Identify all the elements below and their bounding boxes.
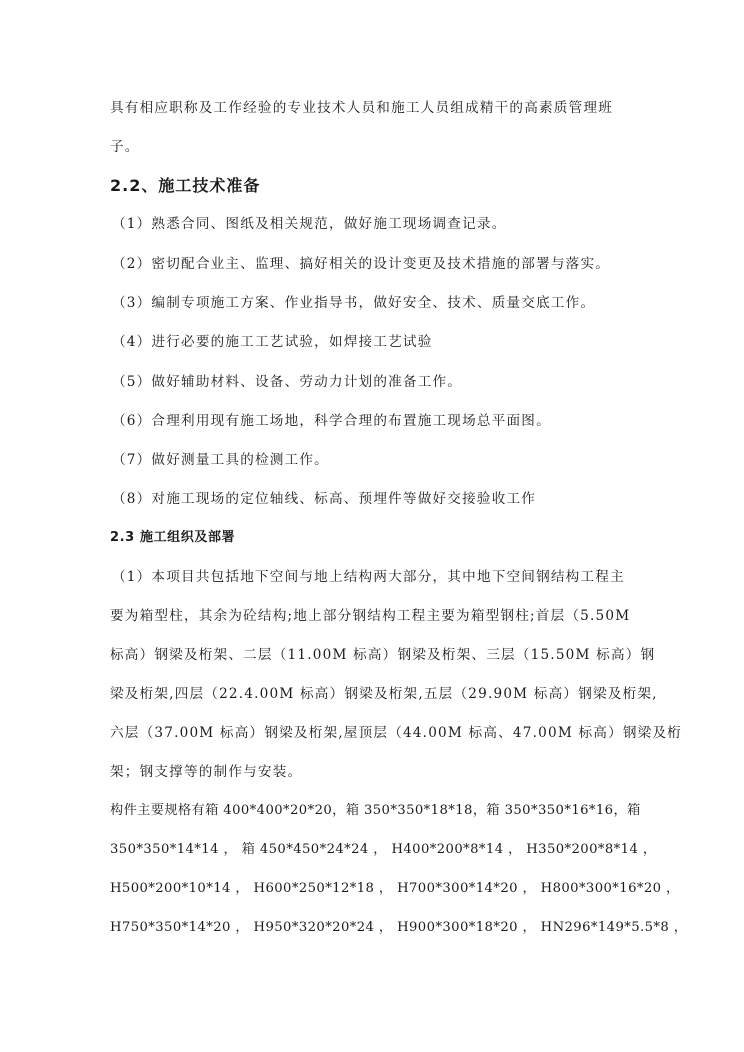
intro-line: 子。 xyxy=(110,139,140,155)
list-item: （6）合理利用现有施工场地，科学合理的布置施工现场总平面图。 xyxy=(112,413,551,429)
intro-line: 具有相应职称及工作经验的专业技术人员和施工人员组成精干的高素质管理班 xyxy=(110,100,613,116)
paragraph-line: 要为箱型柱，其余为砼结构;地上部分钢结构工程主要为箱型钢柱;首层（5.50M xyxy=(110,608,631,624)
paragraph-line: 架；钢支撑等的制作与安装。 xyxy=(110,764,303,780)
spec-line: H750*350*14*20 ， H950*320*20*24 ， H900*300*18*20 ， HN296*149*5.5*8 ， xyxy=(110,920,688,935)
paragraph-line: 梁及桁架,四层（22.4.00M 标高）钢梁及桁架,五层（29.90M 标高）钢梁及桁架, xyxy=(110,686,658,702)
section-heading-2-3: 2.3 施工组织及部署 xyxy=(110,530,236,545)
paragraph-line: 标高）钢梁及桁架、二层（11.00M 标高）钢梁及桁架、三层（15.50M 标高）钢 xyxy=(110,647,656,663)
spec-line: 构件主要规格有箱 400*400*20*20，箱 350*350*18*18，箱 350*350*16*16，箱 xyxy=(110,803,641,818)
list-item: （7）做好测量工具的检测工作。 xyxy=(112,452,329,468)
spec-line: 350*350*14*14 ， 箱 450*450*24*24 ， H400*200*8*14 ， H350*200*8*14 ， xyxy=(110,842,657,857)
paragraph-line: 六层（37.00M 标高）钢梁及桁架,屋顶层（44.00M 标高、47.00M 标高）钢梁及桁 xyxy=(110,725,683,741)
spec-line: H500*200*10*14 ， H600*250*12*18 ， H700*300*14*20 ， H800*300*16*20 ， xyxy=(110,881,680,896)
list-item: （2）密切配合业主、监理、搞好相关的设计变更及技术措施的部署与落实。 xyxy=(112,256,611,272)
list-item: （1）熟悉合同、图纸及相关规范，做好施工现场调查记录。 xyxy=(112,216,507,232)
section-heading-2-2: 2.2、施工技术准备 xyxy=(110,176,261,195)
list-item: （8）对施工现场的定位轴线、标高、预埋件等做好交接验收工作 xyxy=(112,491,537,507)
list-item: （5）做好辅助材料、设备、劳动力计划的准备工作。 xyxy=(112,374,463,390)
list-item: （4）进行必要的施工工艺试验，如焊接工艺试验 xyxy=(112,334,433,350)
paragraph-line: （1）本项目共包括地下空间与地上结构两大部分，其中地下空间钢结构工程主 xyxy=(112,569,625,585)
list-item: （3）编制专项施工方案、作业指导书，做好安全、技术、质量交底工作。 xyxy=(112,295,596,311)
